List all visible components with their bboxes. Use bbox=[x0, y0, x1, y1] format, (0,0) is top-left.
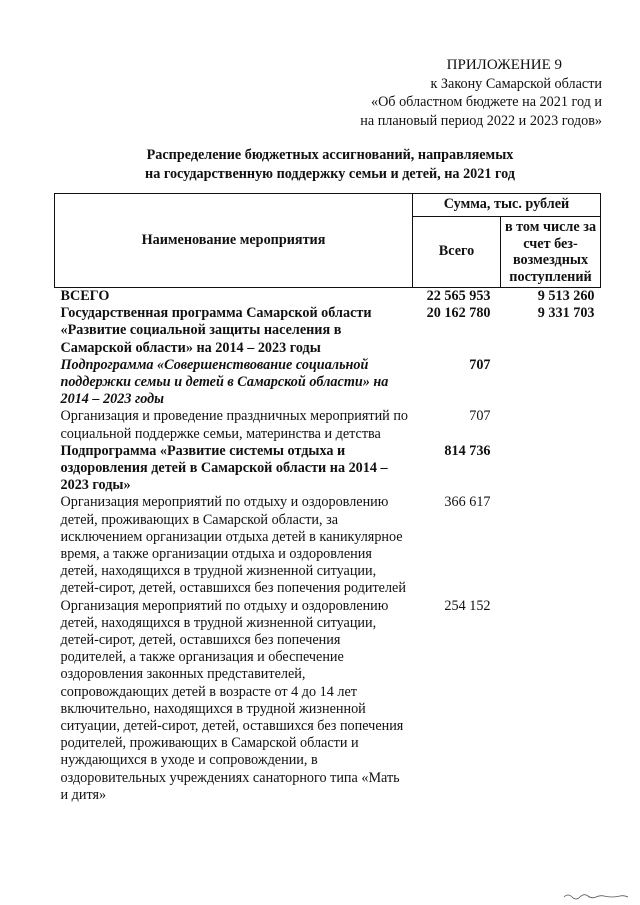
row-name: Организация мероприятий по отдыху и оздоровлению детей, проживающих в Самарской области, за исключением организации отдыха детей в каникулярное время, а также организации отдыха и оздоровления детей, находящихся в трудной жизненной ситуации, детей-сирот, детей, оставшихся без попечения родителей bbox=[60, 494, 406, 597]
row-total: 22 565 953 bbox=[426, 288, 491, 304]
table-row-total bbox=[55, 288, 601, 306]
row-free: 9 331 703 bbox=[537, 305, 595, 322]
appendix-number: ПРИЛОЖЕНИЕ 9 bbox=[446, 57, 562, 73]
budget-table bbox=[54, 193, 601, 804]
row-free bbox=[501, 443, 601, 495]
title-line-2: на государственную поддержку семьи и детей, на 2021 год bbox=[145, 166, 515, 182]
row-total: 20 162 780 bbox=[426, 305, 491, 322]
row-total: 366 617 bbox=[444, 494, 491, 511]
row-name: Подпрограмма «Совершенствование социальной поддержки семьи и детей в Самарской области» на 2014 – 2023 годы bbox=[60, 356, 389, 408]
document-title bbox=[60, 146, 600, 184]
row-total: 707 bbox=[469, 408, 491, 425]
row-free bbox=[501, 357, 601, 409]
table-row-program bbox=[55, 305, 601, 357]
title-line-1: Распределение бюджетных ассигнований, направляемых bbox=[146, 147, 514, 163]
header-name: Наименование мероприятия bbox=[55, 194, 413, 288]
appendix-line-1: к Закону Самарской области bbox=[430, 75, 602, 92]
table-row-recreation-hardship bbox=[55, 598, 601, 804]
row-free: 9 513 260 bbox=[537, 288, 595, 304]
row-name: Организация мероприятий по отдыху и оздоровлению детей, находящихся в трудной жизненной ситуации, детей-сирот, детей, оставшихся без попечения родителей, а также организация и обеспечение оздоровления законных представителей, сопровождающих детей в возрасте от 4 до 14 лет включительно, находящихся в трудной жизненной ситуации, детей-сирот, детей, оставшихся без попечения родителей, проживающих в Самарской области и нуждающихся в уходе и сопровождении, в оздоровительных учреждениях санаторного типа «Мать и дитя» bbox=[60, 597, 404, 803]
row-name: Государственная программа Самарской области «Развитие социальной защиты населения в Самарской области» на 2014 – 2023 годы bbox=[60, 305, 372, 356]
row-free bbox=[501, 408, 601, 442]
row-name: Организация и проведение праздничных мероприятий по социальной поддержке семьи, материнства и детства bbox=[60, 408, 409, 442]
row-name: ВСЕГО bbox=[60, 288, 110, 304]
table-row-subprogram-family bbox=[55, 357, 601, 409]
appendix-header bbox=[360, 56, 602, 130]
row-total: 254 152 bbox=[444, 597, 491, 614]
table-row-recreation-general bbox=[55, 494, 601, 597]
row-total: 707 bbox=[469, 356, 491, 373]
header-total: Всего bbox=[413, 217, 501, 288]
header-free: в том числе за счет без-возмездных поступлений bbox=[501, 217, 601, 288]
row-free bbox=[501, 494, 601, 597]
appendix-line-3: на плановый период 2022 и 2023 годов» bbox=[360, 112, 602, 129]
row-free bbox=[501, 598, 601, 804]
table-row-subprogram-recreation bbox=[55, 443, 601, 495]
row-name: Подпрограмма «Развитие системы отдыха и оздоровления детей в Самарской области на 2014 – 2023 годы» bbox=[60, 442, 388, 494]
header-sum: Сумма, тыс. рублей bbox=[413, 194, 601, 217]
row-total: 814 736 bbox=[444, 442, 491, 459]
signature-scribble bbox=[562, 891, 632, 901]
table-row-holidays bbox=[55, 408, 601, 442]
appendix-line-2: «Об областном бюджете на 2021 год и bbox=[370, 94, 602, 110]
